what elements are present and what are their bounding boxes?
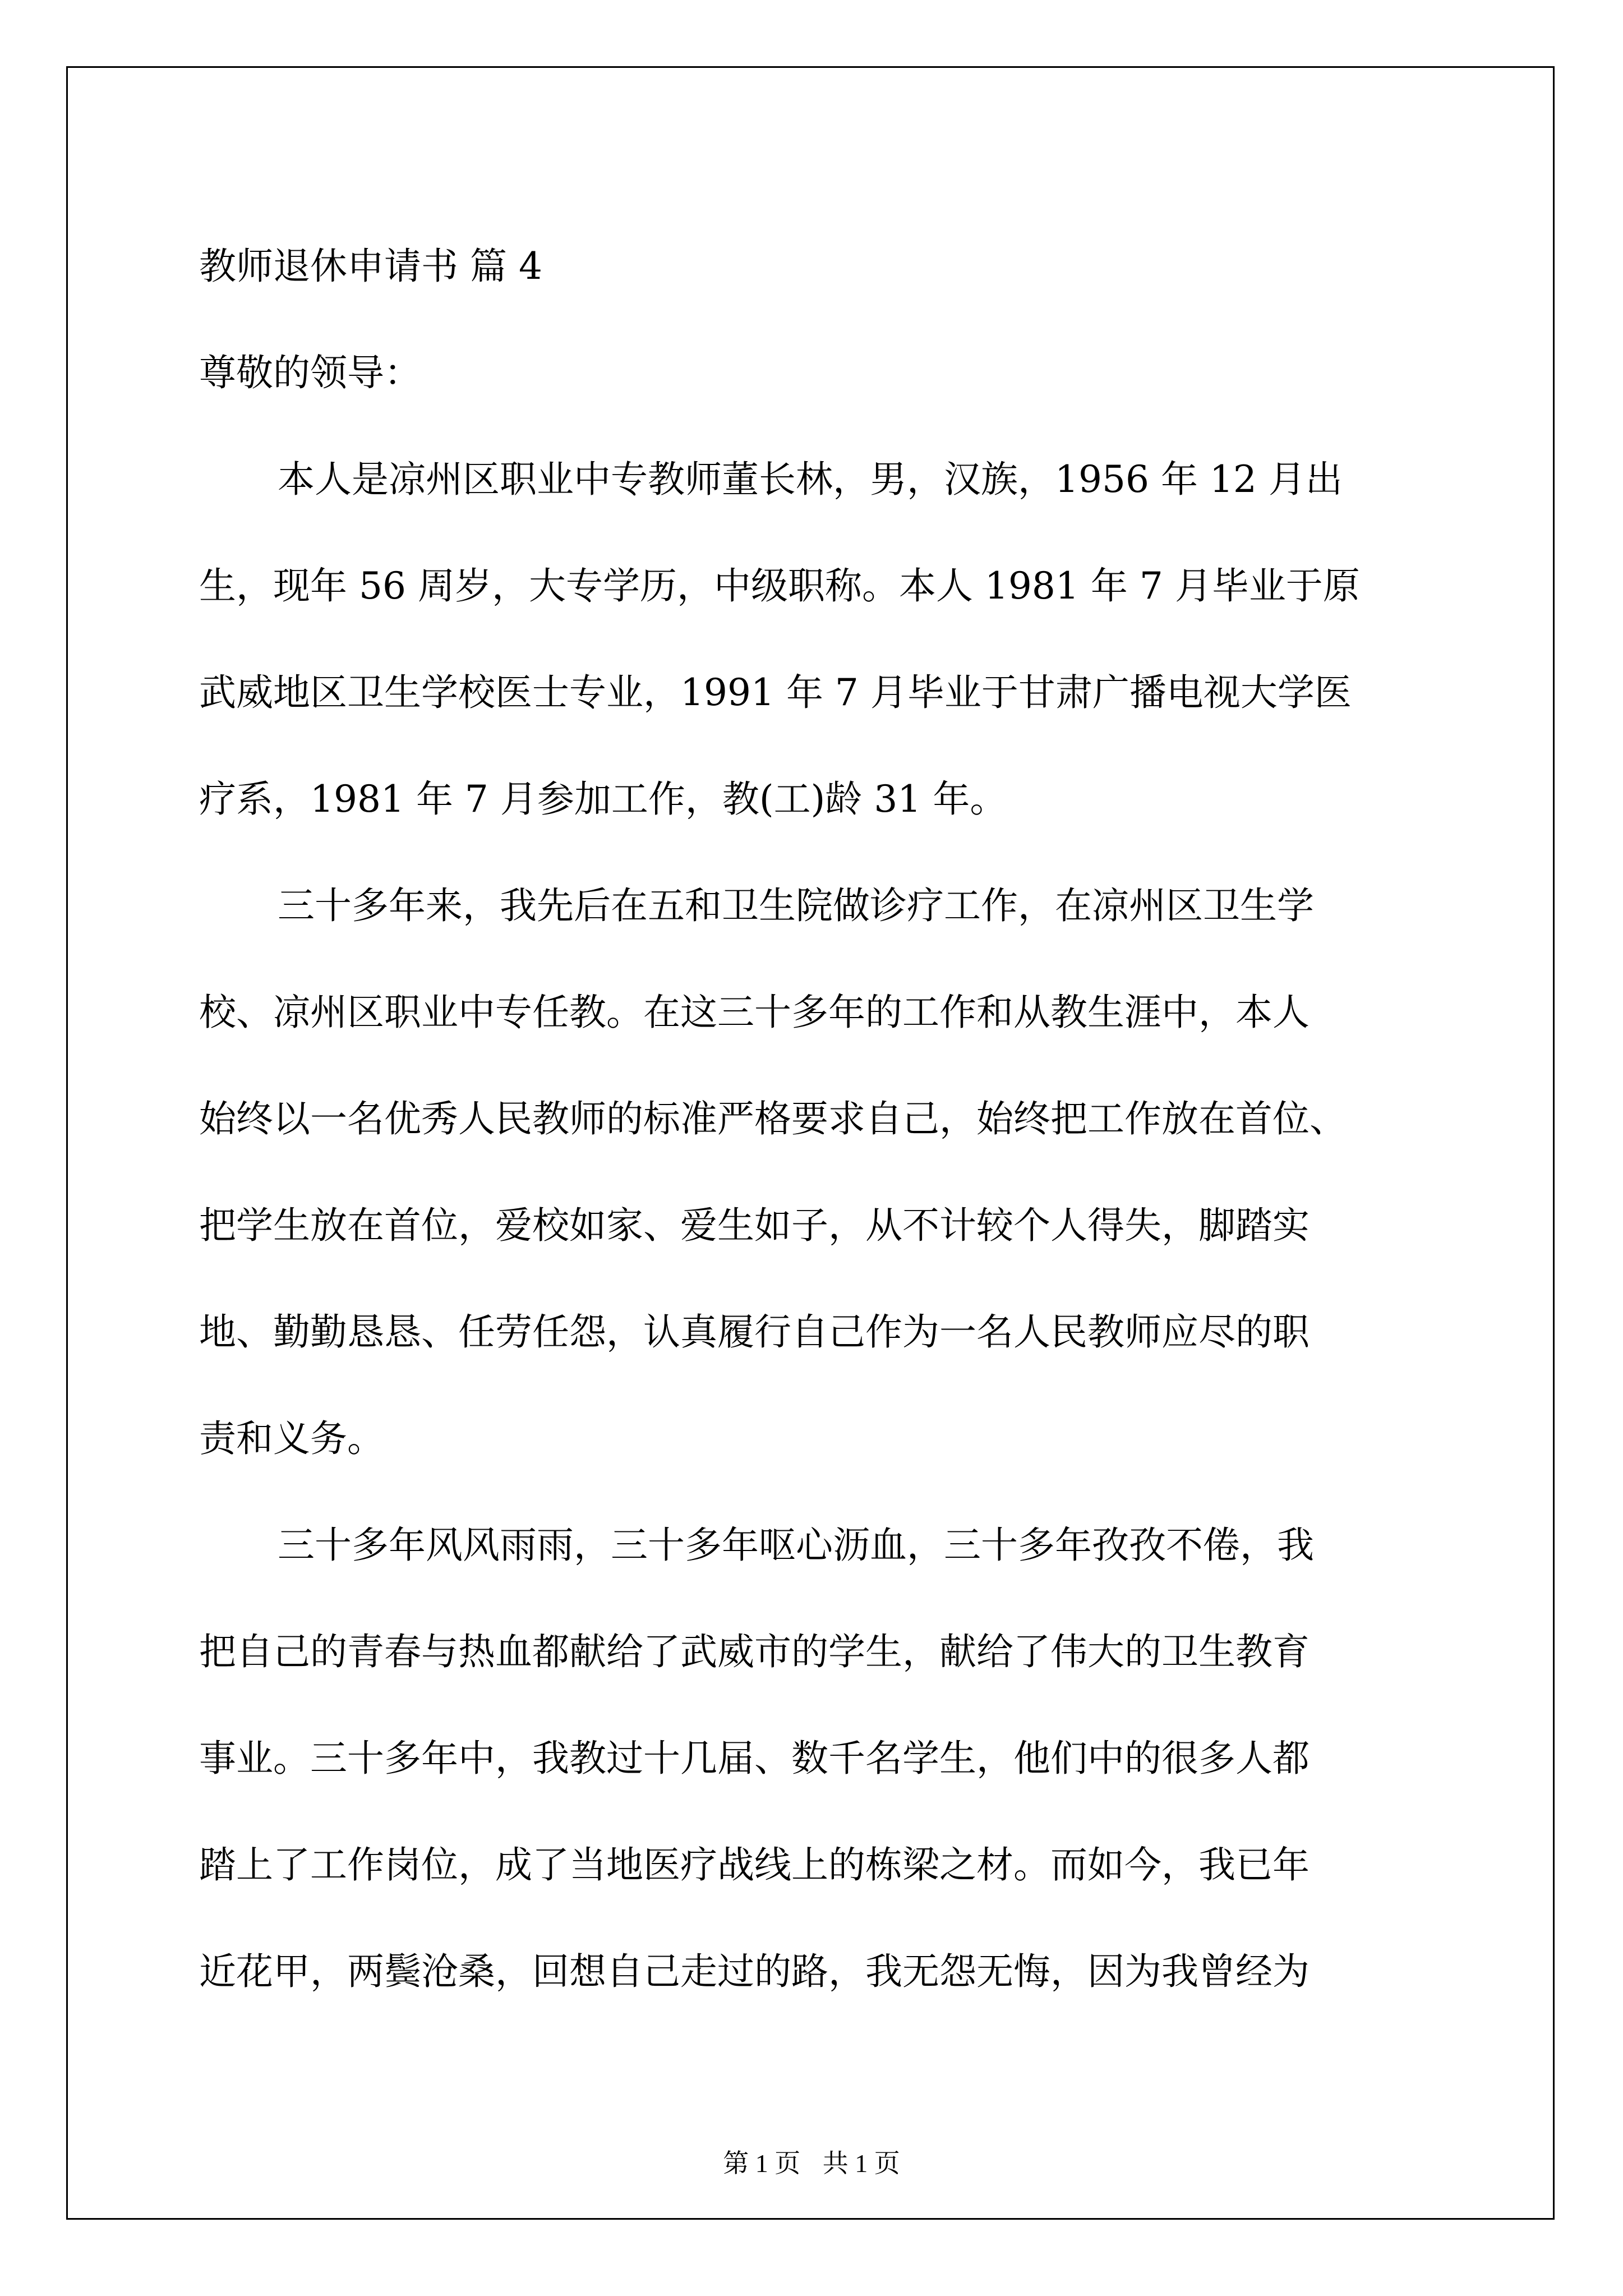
salutation: 尊敬的领导： bbox=[199, 351, 421, 394]
paragraph-line: 本人是凉州区职业中专教师董长林，男，汉族，1956 年 12 月出 bbox=[278, 458, 1343, 501]
paragraph-line: 疗系，1981 年 7 月参加工作，教(工)龄 31 年。 bbox=[199, 777, 1007, 821]
paragraph-line: 武威地区卫生学校医士专业，1991 年 7 月毕业于甘肃广播电视大学医 bbox=[199, 671, 1352, 714]
paragraph-line: 始终以一名优秀人民教师的标准严格要求自己，始终把工作放在首位、 bbox=[199, 1097, 1347, 1140]
paragraph-line: 责和义务。 bbox=[199, 1417, 384, 1460]
document-body bbox=[199, 213, 1433, 2025]
page-footer bbox=[0, 2143, 1623, 2180]
document-title: 教师退休申请书 篇 4 bbox=[199, 245, 542, 288]
paragraph-line: 生，现年 56 周岁，大专学历，中级职称。本人 1981 年 7 月毕业于原 bbox=[199, 564, 1360, 608]
paragraph-line: 近花甲，两鬓沧桑，回想自己走过的路，我无怨无悔，因为我曾经为 bbox=[199, 1950, 1310, 1993]
page-total: 共 1 页 bbox=[822, 2149, 900, 2178]
paragraph-line: 踏上了工作岗位，成了当地医疗战线上的栋梁之材。而如今，我已年 bbox=[199, 1843, 1310, 1887]
page-number: 第 1 页 bbox=[723, 2149, 801, 2178]
paragraph-line: 把学生放在首位，爱校如家、爱生如子，从不计较个人得失，脚踏实 bbox=[199, 1204, 1310, 1247]
paragraph-line: 校、凉州区职业中专任教。在这三十多年的工作和从教生涯中，本人 bbox=[199, 991, 1310, 1034]
paragraph-line: 地、勤勤恳恳、任劳任怨，认真履行自己作为一名人民教师应尽的职 bbox=[199, 1310, 1310, 1354]
paragraph-line: 事业。三十多年中，我教过十几届、数千名学生，他们中的很多人都 bbox=[199, 1737, 1310, 1780]
paragraph-line: 三十多年风风雨雨，三十多年呕心沥血，三十多年孜孜不倦，我 bbox=[278, 1524, 1314, 1567]
paragraph-line: 三十多年来，我先后在五和卫生院做诊疗工作，在凉州区卫生学 bbox=[278, 884, 1314, 927]
paragraph-line: 把自己的青春与热血都献给了武威市的学生，献给了伟大的卫生教育 bbox=[199, 1630, 1310, 1673]
